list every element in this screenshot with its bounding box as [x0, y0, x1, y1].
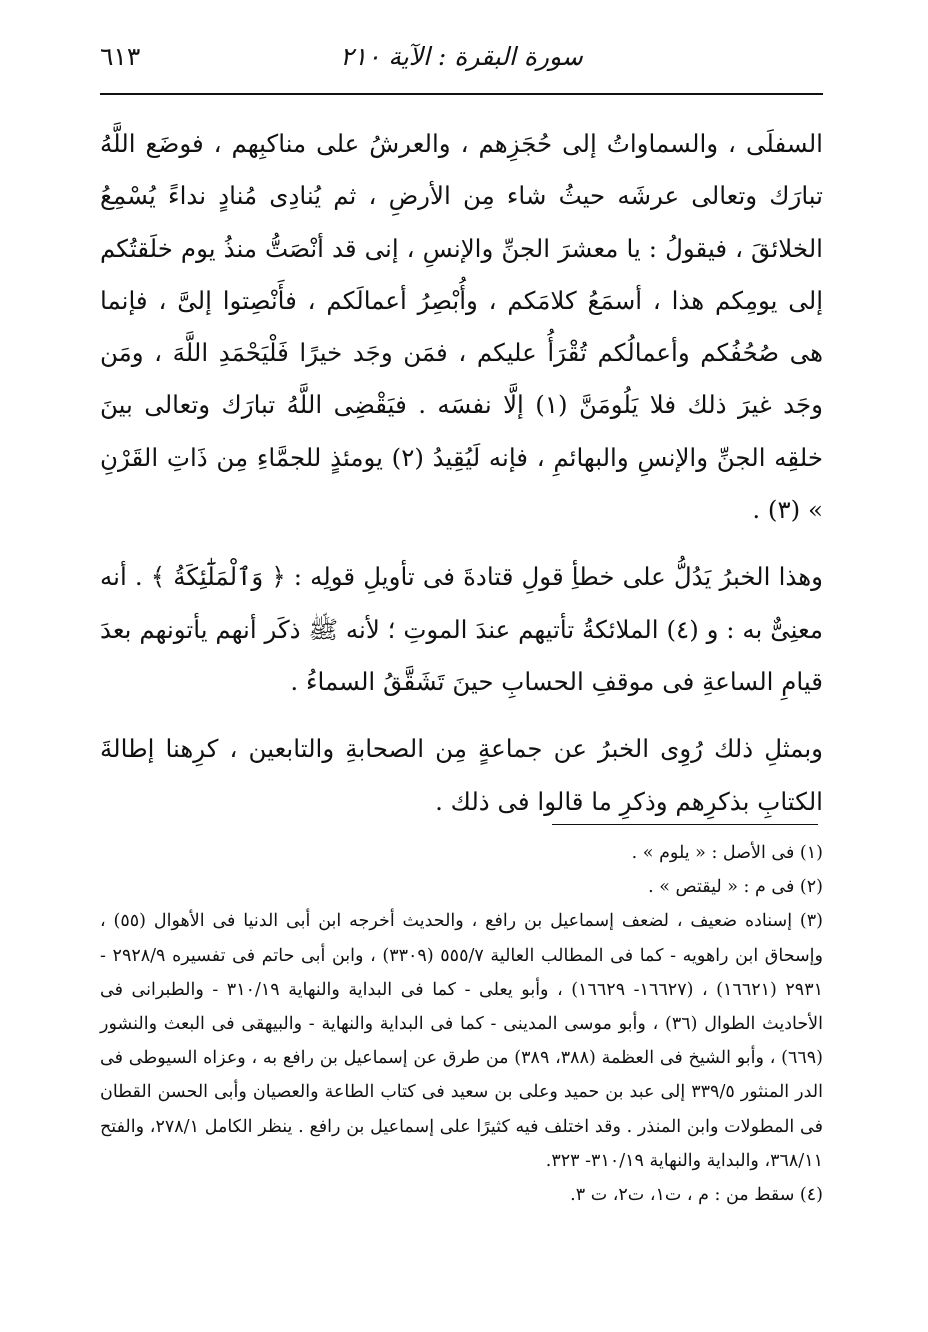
footnote: (٣) إسناده ضعيف ، لضعف إسماعيل بن رافع ، والحديث أخرجه ابن أبى الدنيا فى الأهوال (٥٥) ، وإسحاق ابن راهويه - كما فى المطالب العالية ٥٥٥/٧ (٣٣٠٩) ، وابن أبى حاتم فى تفسيره ٢٩٢٨/٩ - ٢٩٣١ (١٦٦٢١) ، (١٦٦٢٧- ١٦٦٢٩) ، وأبو يعلى - كما فى البداية والنهاية ٣١٠/١٩ - والطبرانى فى الأحاديث الطوال (٣٦) ، وأبو موسى المدينى - كما فى البداية والنهاية - والبيهقى فى البعث والنشور (٦٦٩) ، وأبو الشيخ فى العظمة (٣٨٨، ٣٨٩) من طرق عن إسماعيل بن رافع به ، وعزاه السيوطى فى الدر المنثور ٣٣٩/٥ إلى عبد بن حميد وعلى بن سعيد فى كتاب الطاعة والعصيان وأبى الحسن القطان فى المطولات وابن المنذر . وقد اختلف فيه كثيرًا على إسماعيل بن رافع . ينظر الكامل ٢٧٨/١، والفتح ٣٦٨/١١، والبداية والنهاية ٣١٠/١٩- ٣٢٣.	[100, 911, 824, 1171]
body-paragraph: وبمثلِ ذلك رُوِى الخبرُ عن جماعةٍ مِن الصحابةِ والتابعين ، كرِهنا إطالةَ الكتابِ بذكرِهم وذكرِ ما قالوا فى ذلك .	[100, 734, 823, 816]
footnote: (١) فى الأصل : « يلوم » .	[631, 843, 823, 863]
footnote: (٤) سقط من : م ، ت١، ت٢، ت ٣.	[570, 1185, 823, 1206]
page-title: سورة البقرة : الآية ٢١٠	[340, 42, 583, 71]
footnote: (٢) فى م : « ليقتص » .	[648, 877, 823, 898]
page-header	[100, 38, 823, 94]
footnote-divider	[552, 824, 818, 825]
footnotes	[100, 836, 823, 1212]
body-paragraph: وهذا الخبرُ يَدُلُّ على خطأِ قولِ قتادةَ فى تأويلِ قولِه : ﴿ وَٱلْمَلَٰٓئِكَةُ ﴾ . أنه معنِىٌّ به : و (٤) الملائكةُ تأتيهم عندَ الموتِ ؛ لأنه ﷺ ذكَر أنهم يأتونهم بعدَ قيامِ الساعةِ فى موقفِ الحسابِ حينَ تَشَقَّقُ السماءُ .	[100, 562, 823, 696]
page-number: ٦١٣	[100, 42, 141, 71]
main-text	[100, 118, 823, 828]
body-paragraph: السفلَى ، والسماواتُ إلى حُجَزِهم ، والعرشُ على مناكبِهم ، فوضَع اللَّهُ تبارَك وتعالى عرشَه حيثُ شاء مِن الأرضِ ، ثم يُنادِى مُنادٍ نداءً يُسْمِعُ الخلائقَ ، فيقولُ : يا معشرَ الجنِّ والإنسِ ، إنى قد أنْصَتُّ منذُ يوم خلَقتُكم إلى يومِكم هذا ، أسمَعُ كلامَكم ، وأُبْصِرُ أعمالَكم ، فأَنْصِتوا إلىَّ ، فإنما هى صُحُفُكم وأعمالُكم تُقْرَأُ عليكم ، فمَن وجَد خيرًا فَلْيَحْمَدِ اللَّهَ ، ومَن وجَد غيرَ ذلك فلا يَلُومَنَّ (١) إلَّا نفسَه . فيَقْضِى اللَّهُ تبارَك وتعالى بينَ خلقِه الجنِّ والإنسِ والبهائمِ ، فإنه لَيُقِيدُ (٢) يومئذٍ للجمَّاءِ مِن ذَاتِ القَرْنِ » (٣) .	[100, 129, 823, 525]
header-divider	[100, 93, 823, 95]
